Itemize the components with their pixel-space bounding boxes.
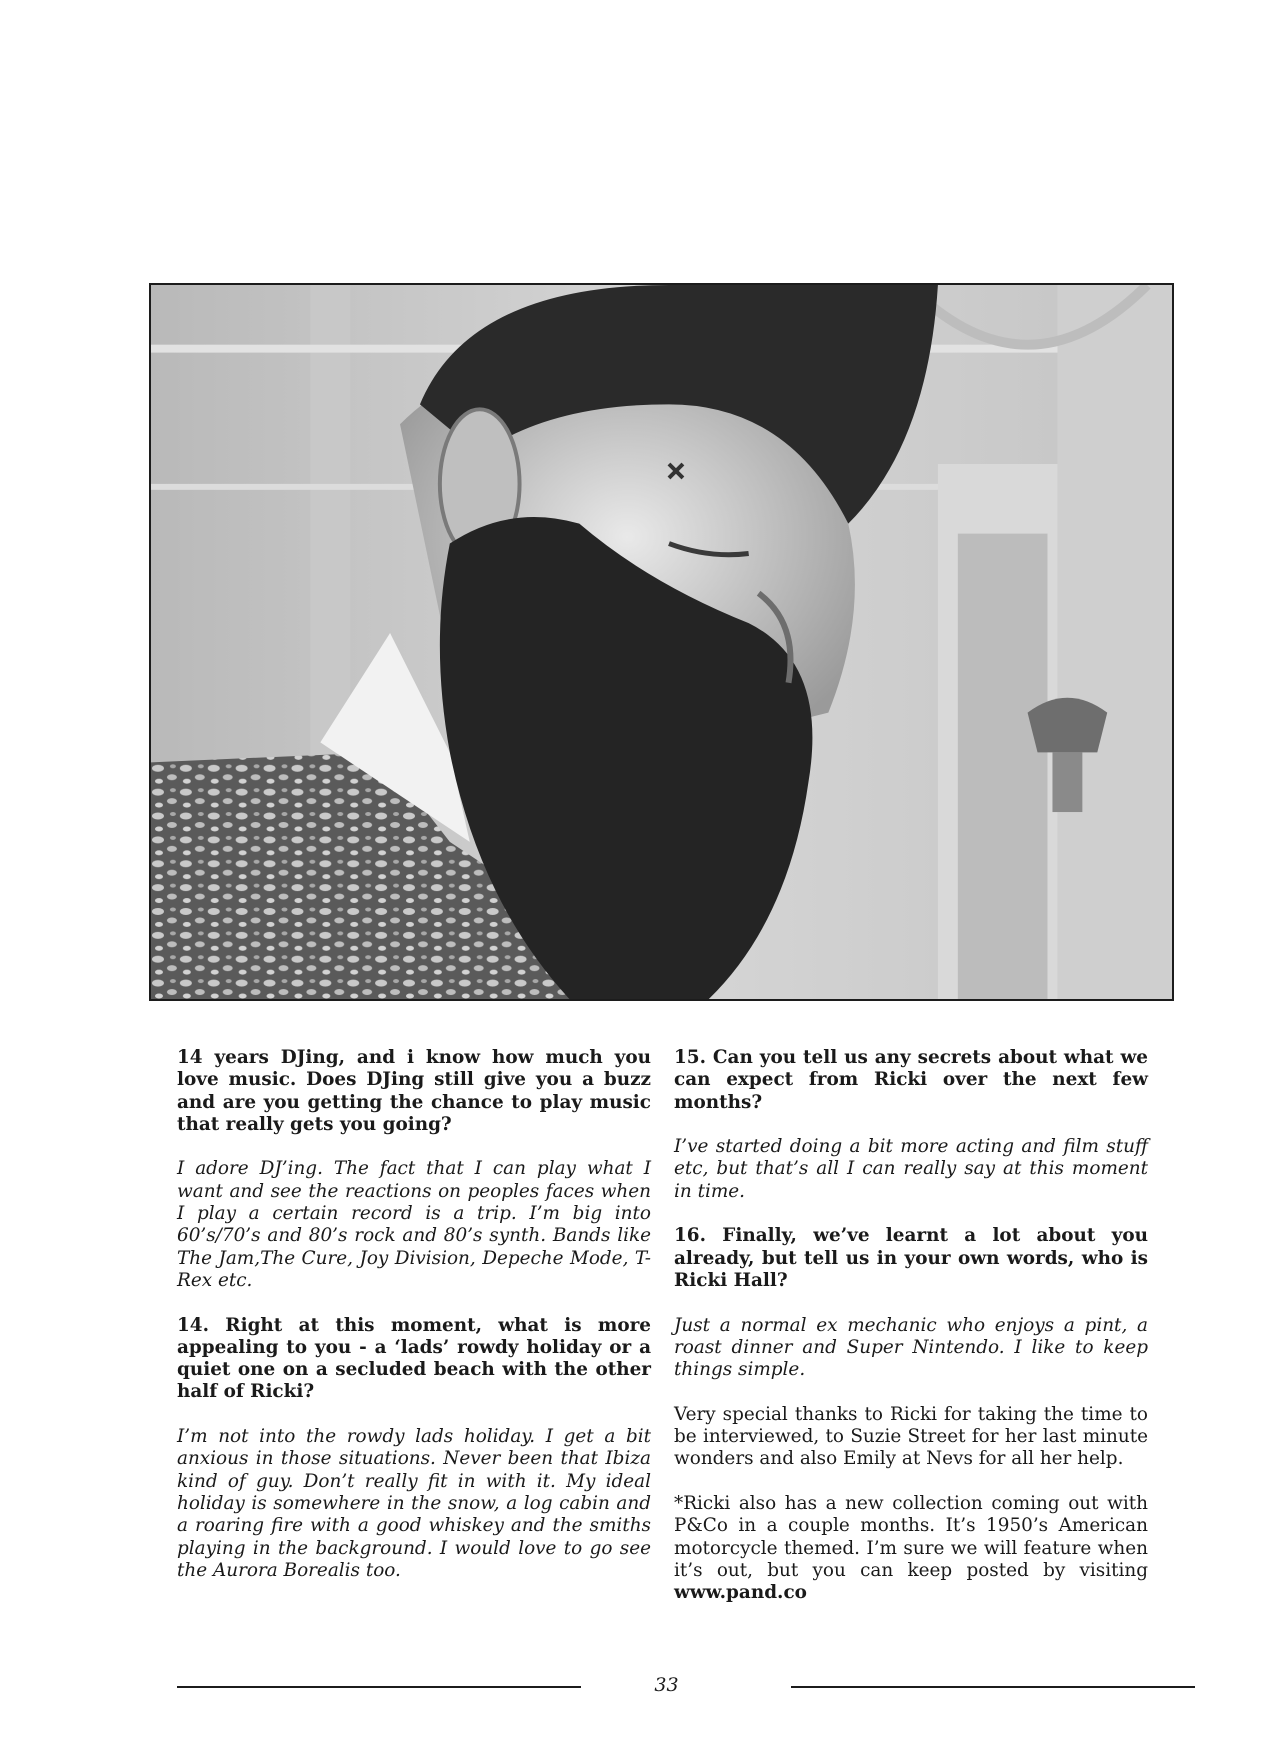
thanks-paragraph: Very special thanks to Ricki for taking the time to be interviewed, to Suzie Street for her last minute wonders and also Emily at Nevs for all her help.	[674, 1403, 1148, 1470]
question-13: 14 years DJing, and i know how much you love music. Does DJing still give you a buzz and are you getting the chance to play music that really gets you going?	[177, 1047, 651, 1135]
page-number: 33	[654, 1674, 679, 1696]
answer-14: I’m not into the rowdy lads holiday. I get a bit anxious in those situations. Never been that Ibiza kind of guy. Don’t really fit in with it. My ideal holiday is somewhere in the snow, a log cabin and a roaring fire with a good whiskey and the smiths playing in the background. I would love to go see the Aurora Borealis too.	[177, 1426, 651, 1581]
question-15: 15. Can you tell us any secrets about what we can expect from Ricki over the next few months?	[674, 1047, 1148, 1113]
footer-rule-left	[177, 1686, 581, 1688]
question-14: 14. Right at this moment, what is more appealing to you - a ‘lads’ rowdy holiday or a quiet one on a secluded beach with the other half of Ricki?	[177, 1314, 651, 1403]
question-16: 16. Finally, we’ve learnt a lot about you already, but tell us in your own words, who is Ricki Hall?	[674, 1225, 1148, 1291]
left-column	[177, 1047, 651, 1604]
collection-note	[674, 1493, 1148, 1604]
right-column	[674, 1047, 1148, 1627]
website-link[interactable]: www.pand.co	[674, 1582, 807, 1604]
collection-note-text: *Ricki also has a new collection coming out with P&Co in a couple months. It’s 1950’s American motorcycle themed. I’m sure we will feature when it’s out, but you can keep posted by visiting	[674, 1492, 1148, 1581]
footer-rule-right	[791, 1686, 1195, 1688]
portrait-photo	[149, 283, 1174, 1001]
portrait-photo-icon	[151, 285, 1172, 999]
answer-16: Just a normal ex mechanic who enjoys a pint, a roast dinner and Super Nintendo. I like to keep things simple.	[674, 1314, 1148, 1381]
answer-15: I’ve started doing a bit more acting and film stuff etc, but that’s all I can really say at this moment in time.	[674, 1136, 1148, 1202]
answer-13: I adore DJ’ing. The fact that I can play what I want and see the reactions on peoples faces when I play a certain record is a trip. I’m big into 60’s/70’s and 80’s rock and 80’s synth. Bands like The Jam,The Cure, Joy Division, Depeche Mode, T-Rex etc.	[177, 1158, 651, 1291]
